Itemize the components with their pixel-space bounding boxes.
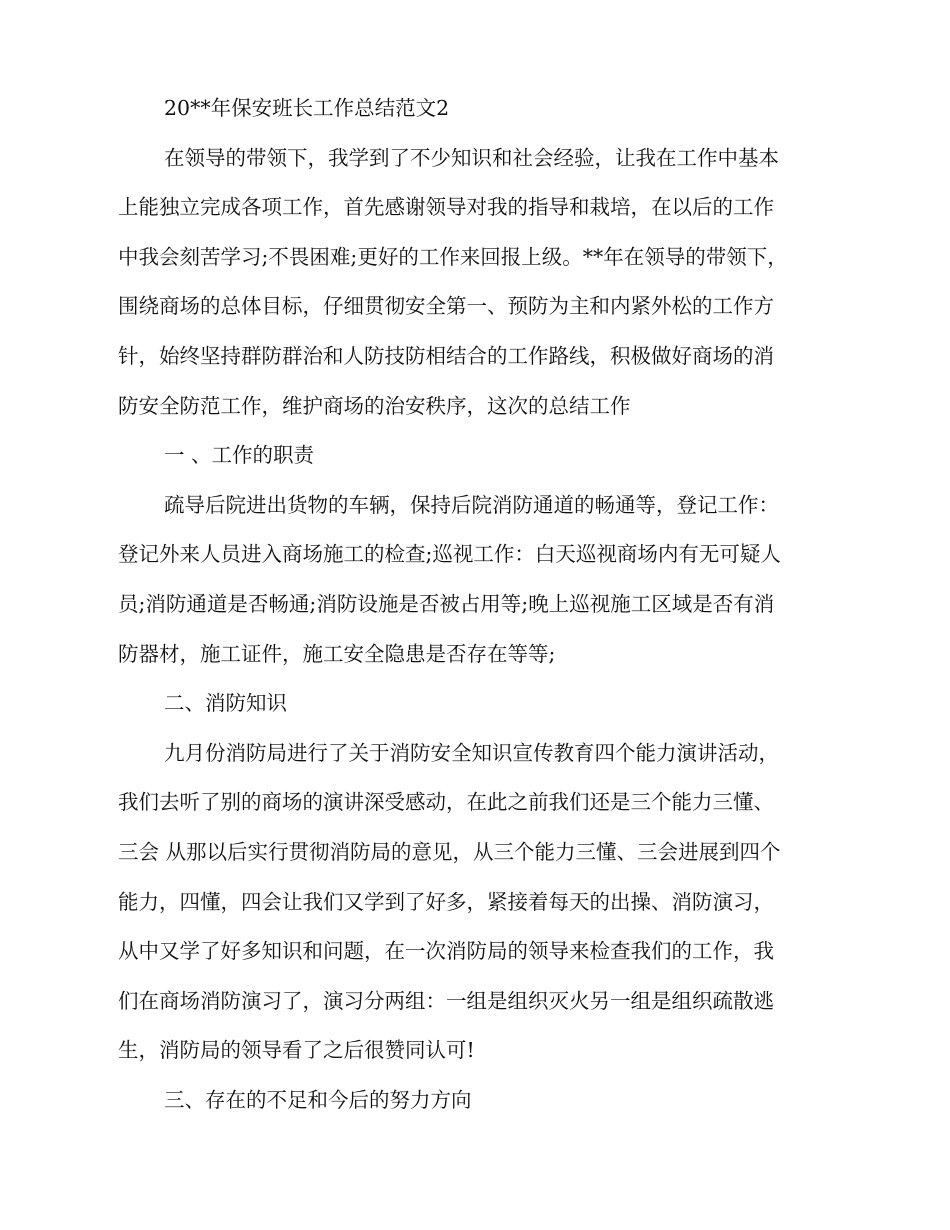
paragraph-line: 三会 从那以后实行贯彻消防局的意见，从三个能力三懂、三会进展到四个	[118, 839, 781, 864]
paragraph-line: 防安全防范工作，维护商场的治安秩序，这次的总结工作	[118, 393, 631, 418]
paragraph-line: 从中又学了好多知识和问题，在一次消防局的领导来检查我们的工作，我	[118, 939, 774, 964]
intro-paragraph	[118, 134, 838, 432]
paragraph-line: 上能独立完成各项工作，首先感谢领导对我的指导和栽培，在以后的工作	[118, 195, 774, 220]
paragraph-line: 登记外来人员进入商场施工的检查;巡视工作：白天巡视商场内有无可疑人	[118, 542, 781, 567]
document-title: 20**年保安班长工作总结范文2	[164, 96, 450, 120]
document-body	[118, 84, 838, 1125]
paragraph-line: 针，始终坚持群防群治和人防技防相结合的工作路线，积极做好商场的消	[118, 343, 774, 368]
paragraph-line: 们在商场消防演习了，演习分两组：一组是组织灭火另一组是组织疏散逃	[118, 988, 774, 1013]
fire-knowledge-paragraph	[118, 729, 838, 1076]
section-heading-shortcomings: 三、存在的不足和今后的努力方向	[164, 1087, 472, 1112]
paragraph-line: 我们去听了别的商场的演讲深受感动，在此之前我们还是三个能力三懂、	[118, 790, 774, 815]
paragraph-line: 在领导的带领下，我学到了不少知识和社会经验，让我在工作中基本	[164, 145, 779, 170]
paragraph-line: 疏导后院进出货物的车辆，保持后院消防通道的畅通等，登记工作：	[164, 492, 779, 517]
paragraph-line: 九月份消防局进行了关于消防安全知识宣传教育四个能力演讲活动，	[164, 740, 779, 765]
section-heading-fire-knowledge: 二、消防知识	[164, 691, 287, 716]
paragraph-line: 防器材，施工证件，施工安全隐患是否存在等等;	[118, 641, 556, 666]
duties-paragraph	[118, 481, 838, 679]
section-heading-duties: 一 、工作的职责	[164, 443, 315, 468]
paragraph-line: 围绕商场的总体目标，仔细贯彻安全第一、预防为主和内紧外松的工作方	[118, 294, 774, 319]
paragraph-line: 中我会刻苦学习;不畏困难;更好的工作来回报上级。**年在领导的带领下，	[118, 244, 788, 269]
paragraph-line: 员;消防通道是否畅通;消防设施是否被占用等;晚上巡视施工区域是否有消	[118, 591, 775, 616]
paragraph-line: 能力，四懂，四会让我们又学到了好多，紧接着每天的出操、消防演习，	[118, 889, 774, 914]
paragraph-line: 生，消防局的领导看了之后很赞同认可!	[118, 1038, 475, 1063]
